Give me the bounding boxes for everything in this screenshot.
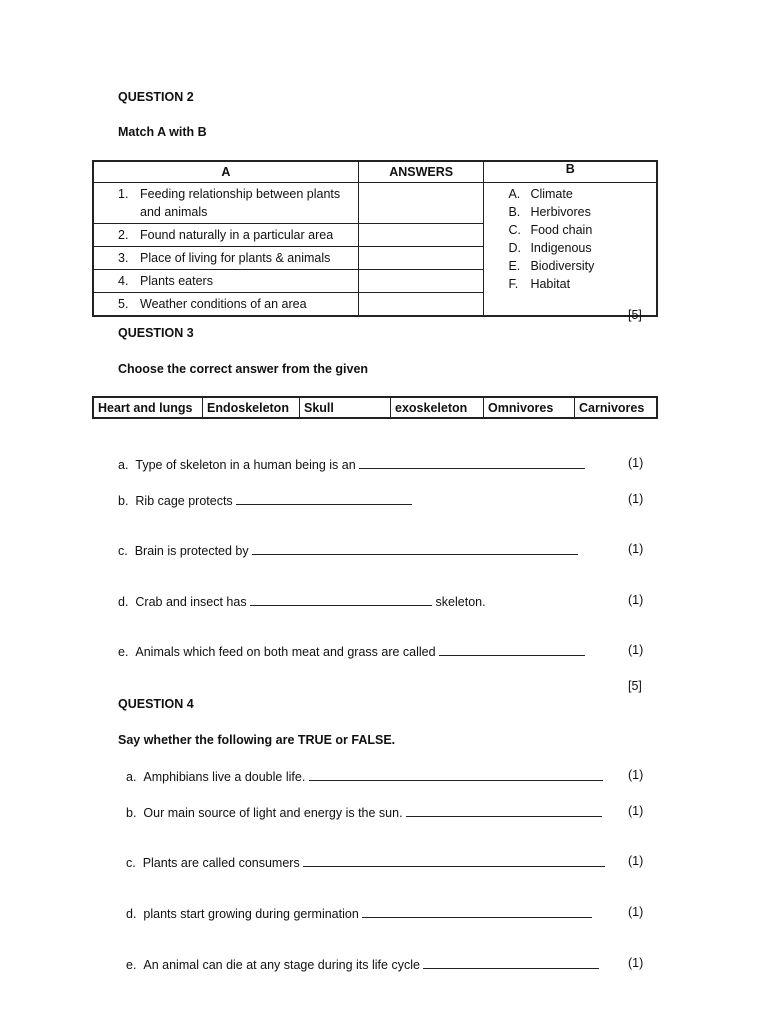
item-text: Plants eaters — [140, 274, 213, 288]
word-bank — [92, 396, 658, 419]
answer-cell-5[interactable] — [358, 293, 484, 317]
q4-item-a: a. Amphibians live a double life. — [126, 768, 603, 784]
q4-item-c: c. Plants are called consumers — [126, 854, 605, 870]
q3-item-d: d. Crab and insect has skeleton. — [118, 595, 486, 609]
mark: (1) — [628, 956, 644, 970]
item-text: Place of living for plants & animals — [140, 251, 331, 265]
list-item: B. Herbivores — [508, 205, 591, 219]
item-text: Weather conditions of an area — [140, 297, 307, 311]
q4-heading: QUESTION 4 — [118, 697, 194, 711]
word-bank-item: exoskeleton — [391, 397, 484, 418]
item-text: Found naturally in a particular area — [140, 228, 334, 242]
header-b: B — [484, 161, 657, 183]
q3-heading: QUESTION 3 — [118, 326, 194, 340]
q3-item-b: b. Rib cage protects — [118, 492, 412, 508]
word-bank-item: Omnivores — [484, 397, 575, 418]
mark: (1) — [628, 492, 644, 506]
list-item: D. Indigenous — [508, 241, 592, 255]
mark: (1) — [628, 804, 644, 818]
item-text: Feeding relationship between plants — [140, 187, 341, 201]
word-bank-item: Heart and lungs — [93, 397, 203, 418]
q4-item-d: d. plants start growing during germination — [126, 905, 592, 921]
mark: (1) — [628, 643, 644, 657]
answer-blank[interactable] — [250, 593, 432, 606]
q2-heading: QUESTION 2 — [118, 90, 194, 104]
mark: (1) — [628, 854, 644, 868]
answer-blank[interactable] — [359, 456, 585, 469]
answer-blank[interactable] — [236, 492, 412, 505]
word-bank-item: Endoskeleton — [203, 397, 300, 418]
q4-item-e: e. An animal can die at any stage during its life cycle — [126, 956, 599, 972]
mark: (1) — [628, 456, 644, 470]
match-table — [92, 160, 658, 317]
header-a: A — [93, 161, 358, 183]
q2-total: [5] — [628, 308, 642, 322]
answer-cell-4[interactable] — [358, 270, 484, 293]
q3-item-c: c. Brain is protected by — [118, 542, 578, 558]
answer-cell-3[interactable] — [358, 247, 484, 270]
answer-blank[interactable] — [362, 905, 592, 918]
q4-instruction: Say whether the following are TRUE or FALSE. — [118, 733, 396, 747]
item-number: 1. — [118, 187, 129, 201]
match-table-header — [93, 161, 657, 183]
b-options-cell — [484, 183, 657, 317]
answer-blank[interactable] — [252, 542, 578, 555]
q3-item-a: a. Type of skeleton in a human being is an — [118, 456, 585, 472]
q4-item-b: b. Our main source of light and energy is the sun. — [126, 804, 602, 820]
q3-item-e: e. Animals which feed on both meat and grass are called — [118, 643, 585, 659]
mark: (1) — [628, 768, 644, 782]
list-item: C. Food chain — [508, 223, 593, 237]
header-answers: ANSWERS — [358, 161, 484, 183]
table-row: 5. Weather conditions of an area — [93, 293, 657, 317]
item-text-continued: and animals — [140, 205, 208, 219]
q3-instruction: Choose the correct answer from the given — [118, 362, 369, 376]
q3-total: [5] — [628, 679, 642, 693]
table-row: 3. Place of living for plants & animals — [93, 247, 657, 270]
answer-blank[interactable] — [309, 768, 603, 781]
q2-instruction: Match A with B — [118, 125, 207, 139]
list-item: F. Habitat — [508, 277, 571, 291]
table-row: 2. Found naturally in a particular area — [93, 224, 657, 247]
mark: (1) — [628, 905, 644, 919]
answer-cell-1[interactable] — [358, 183, 484, 224]
word-bank-item: Skull — [300, 397, 391, 418]
list-item: A. Climate — [508, 187, 573, 201]
table-row: 4. Plants eaters — [93, 270, 657, 293]
table-row — [93, 183, 657, 224]
answer-blank[interactable] — [406, 804, 602, 817]
mark: (1) — [628, 542, 644, 556]
answer-blank[interactable] — [423, 956, 599, 969]
answer-cell-2[interactable] — [358, 224, 484, 247]
list-item: E. Biodiversity — [508, 259, 595, 273]
mark: (1) — [628, 593, 644, 607]
answer-blank[interactable] — [439, 643, 585, 656]
answer-blank[interactable] — [303, 854, 605, 867]
word-bank-item: Carnivores — [575, 397, 658, 418]
